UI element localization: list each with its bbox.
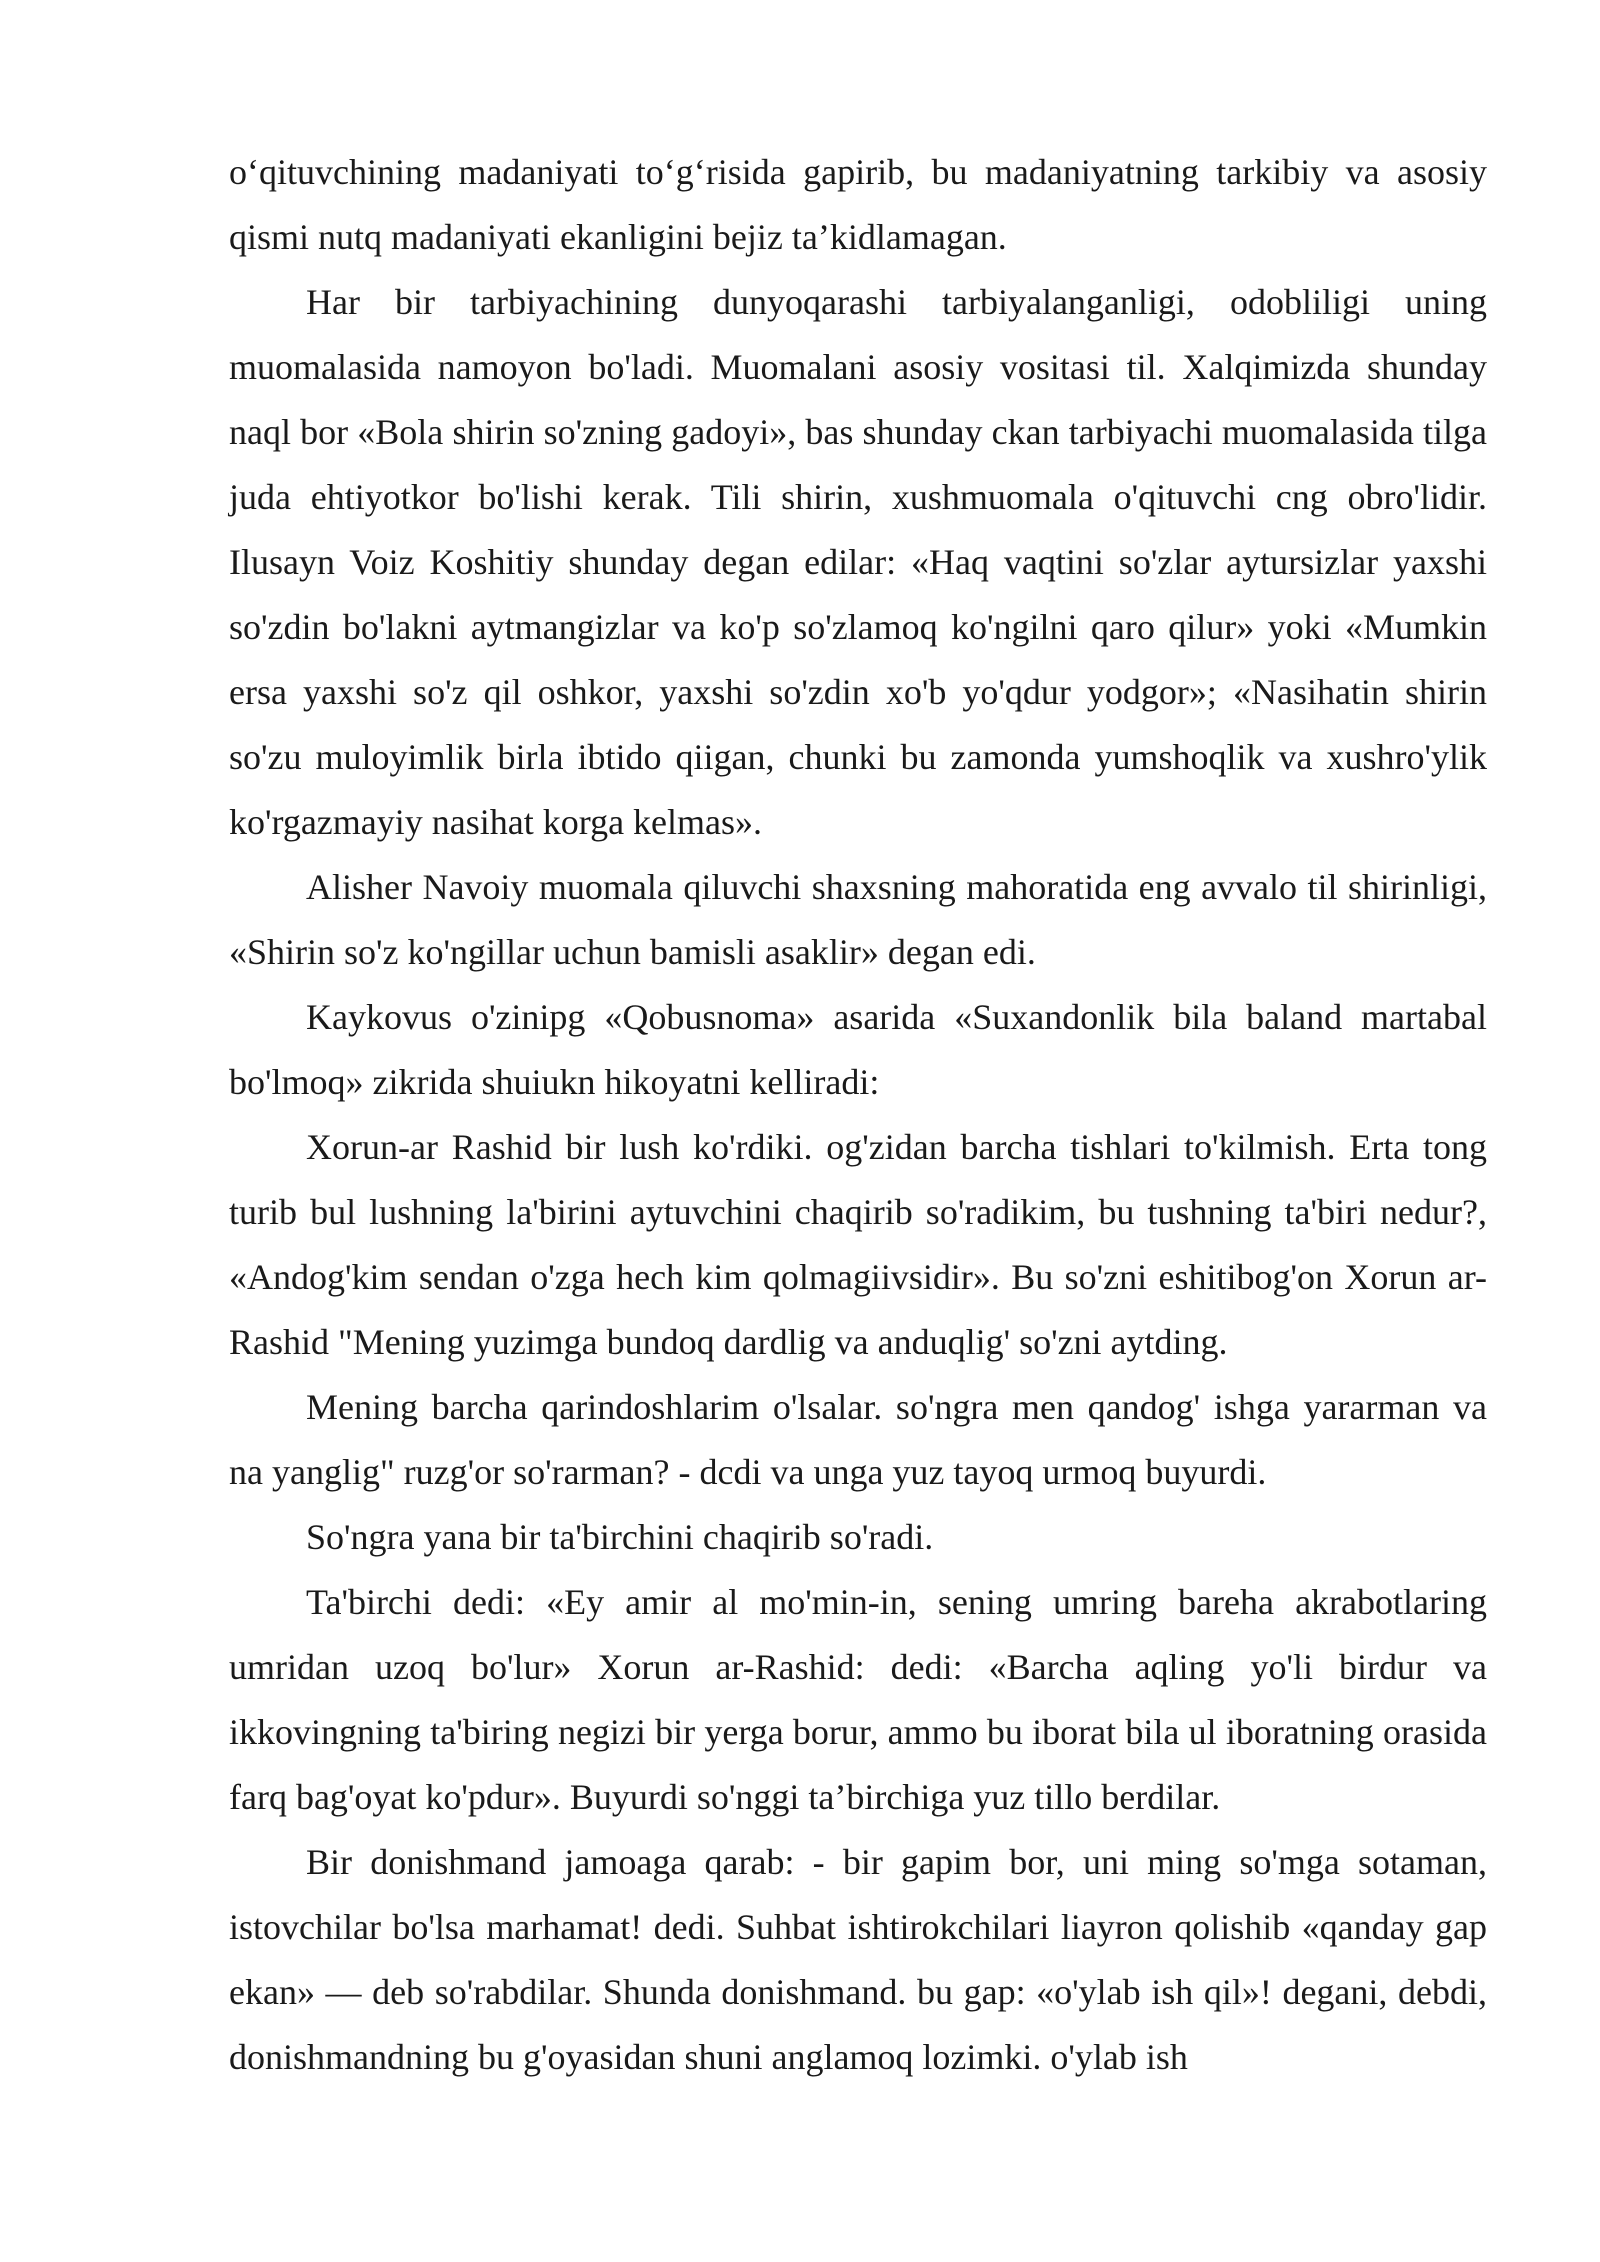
paragraph-8: Ta'birchi dedi: «Ey amir al mo'min-in, sening umring bareha akrabotlaring umridan uzoq bo'lur» Xorun ar-Rashid: dedi: «Barcha aqling yo'li birdur va ikkovingning ta'biring negizi bir yerga borur, ammo bu iborat bila ul iboratning orasida farq bag'oyat ko'pdur». Buyurdi so'nggi ta’birchiga yuz tillo berdilar. xyxy=(229,1582,1487,1817)
paragraph-4: Kaykovus o'zinipg «Qobusnoma» asarida «Suxandonlik bila baland martabal bo'lmoq» zikrida shuiukn hikoyatni kelliradi: xyxy=(229,997,1487,1102)
paragraph-1: o‘qituvchining madaniyati to‘g‘risida gapirib, bu madaniyatning tarkibiy va asosiy qismi nutq madaniyati ekanligini bejiz ta’kidlamagan. xyxy=(229,152,1487,257)
paragraph-7: So'ngra yana bir ta'birchini chaqirib so'radi. xyxy=(306,1517,934,1557)
document-page xyxy=(229,140,1487,2090)
paragraph-9: Bir donishmand jamoaga qarab: - bir gapim bor, uni ming so'mga sotaman, istovchilar bo'lsa marhamat! dedi. Suhbat ishtirokchilari liayron qolishib «qanday gap ekan» — deb so'rabdilar. Shunda donishmand. bu gap: «o'ylab ish qil»! degani, debdi, donishmandning bu g'oyasidan shuni anglamoq lozimki. o'ylab ish xyxy=(229,1842,1487,2077)
paragraph-5: Xorun-ar Rashid bir lush ko'rdiki. og'zidan barcha tishlari to'kilmish. Erta tong turib bul lushning la'birini aytuvchini chaqirib so'radikim, bu tushning ta'biri nedur?, «Andog'kim sendan o'zga hech kim qolmagiivsidir». Bu so'zni eshitibog'on Xorun ar-Rashid "Mening yuzimga bundoq dardlig va anduqlig' so'zni aytding. xyxy=(229,1127,1487,1362)
paragraph-2: Har bir tarbiyachining dunyoqarashi tarbiyalanganligi, odobliligi uning muomalasida namoyon bo'ladi. Muomalani asosiy vositasi til. Xalqimizda shunday naql bor «Bola shirin so'zning gadoyi», bas shunday ckan tarbiyachi muomalasida tilga juda ehtiyotkor bo'lishi kerak. Tili shirin, xushmuomala o'qituvchi cng obro'lidir. Ilusayn Voiz Koshitiy shunday degan edilar: «Haq vaqtini so'zlar aytursizlar yaxshi so'zdin bo'lakni aytmangizlar va ko'p so'zlamoq ko'ngilni qaro qilur» yoki «Mumkin ersa yaxshi so'z qil oshkor, yaxshi so'zdin xo'b yo'qdur yodgor»; «Nasihatin shirin so'zu muloyimlik birla ibtido qiigan, chunki bu zamonda yumshoqlik va xushro'ylik ko'rgazmayiy nasihat korga kelmas». xyxy=(229,282,1487,842)
paragraph-6: Mening barcha qarindoshlarim o'lsalar. so'ngra men qandog' ishga yararman va na yanglig" ruzg'or so'rarman? - dcdi va unga yuz tayoq urmoq buyurdi. xyxy=(229,1387,1487,1492)
paragraph-3: Alisher Navoiy muomala qiluvchi shaxsning mahoratida eng avvalo til shirinligi, «Shirin so'z ko'ngillar uchun bamisli asaklir» degan edi. xyxy=(229,867,1487,972)
